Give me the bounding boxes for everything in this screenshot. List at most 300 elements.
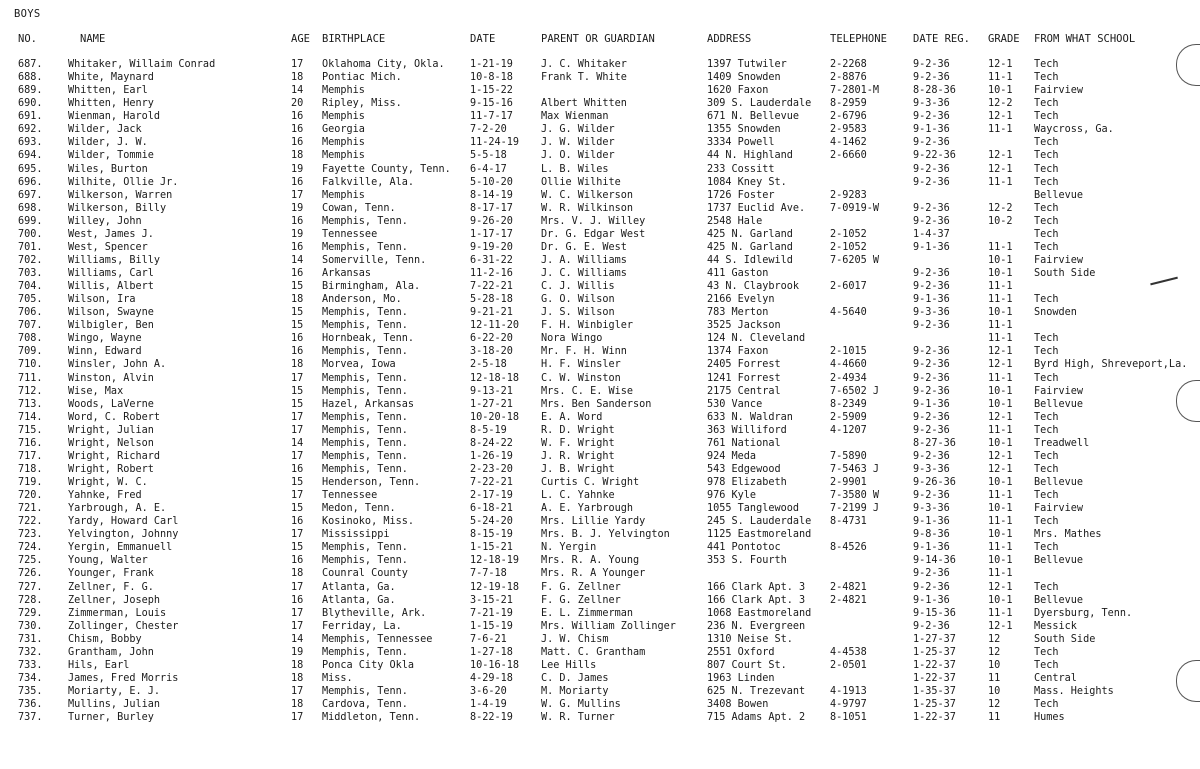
cell-student-name: Wilkerson, Warren [68, 189, 173, 201]
cell-previous-school: Bellevue [1034, 594, 1084, 606]
cell-previous-school: Fairview [1034, 254, 1084, 266]
cell-age: 15 [291, 542, 304, 554]
cell-birth-date: 3-18-20 [470, 346, 513, 358]
cell-date-registered: 9-2-36 [913, 346, 950, 358]
cell-birthplace: Anderson, Mo. [322, 294, 402, 306]
cell-birthplace: Tennessee [322, 228, 378, 240]
cell-previous-school: Tech [1034, 59, 1059, 70]
cell-birth-date: 1-4-19 [470, 699, 507, 711]
header-school: FROM WHAT SCHOOL [1034, 33, 1136, 45]
cell-parent-guardian: Mrs. V. J. Willey [541, 215, 646, 227]
cell-row-number: 717. [18, 450, 43, 462]
cell-birth-date: 11-2-16 [470, 268, 513, 279]
cell-address: 3408 Bowen [707, 699, 769, 711]
cell-grade: 11-1 [988, 333, 1013, 345]
cell-student-name: Wilkerson, Billy [68, 202, 167, 214]
table-row [0, 345, 1200, 358]
cell-birthplace: Atlanta, Ga. [322, 581, 396, 593]
cell-student-name: Yardy, Howard Carl [68, 516, 179, 528]
cell-birthplace: Memphis, Tenn. [322, 646, 408, 658]
cell-age: 14 [291, 85, 304, 97]
cell-grade: 10-1 [988, 268, 1013, 279]
cell-parent-guardian: F. G. Zellner [541, 581, 621, 593]
cell-student-name: Zollinger, Chester [68, 620, 179, 632]
cell-telephone: 4-1462 [830, 137, 867, 149]
cell-previous-school: Fairview [1034, 503, 1084, 515]
cell-address: 309 S. Lauderdale [707, 98, 812, 110]
cell-parent-guardian: E. L. Zimmerman [541, 607, 634, 619]
cell-address: 363 Williford [707, 424, 787, 436]
cell-birth-date: 4-29-18 [470, 672, 513, 684]
cell-row-number: 713. [18, 398, 43, 410]
cell-previous-school: Treadwell [1034, 437, 1090, 449]
cell-student-name: Winsler, John A. [68, 359, 167, 371]
cell-birthplace: Falkville, Ala. [322, 176, 415, 188]
cell-date-registered: 1-27-37 [913, 633, 956, 645]
cell-date-registered: 9-2-36 [913, 490, 950, 502]
cell-date-registered: 9-2-36 [913, 72, 950, 84]
cell-grade: 12-1 [988, 359, 1013, 371]
cell-previous-school: Tech [1034, 111, 1059, 123]
cell-grade: 10-1 [988, 85, 1013, 97]
table-row [0, 659, 1200, 672]
cell-age: 15 [291, 281, 304, 293]
cell-date-registered: 9-26-36 [913, 477, 956, 488]
cell-previous-school: Tech [1034, 294, 1059, 306]
cell-row-number: 705. [18, 294, 43, 306]
cell-grade: 11-1 [988, 372, 1013, 384]
cell-row-number: 696. [18, 176, 43, 188]
cell-date-registered: 1-4-37 [913, 228, 950, 240]
cell-row-number: 687. [18, 59, 43, 70]
cell-date-registered: 9-2-36 [913, 281, 950, 293]
cell-previous-school: Tech [1034, 699, 1059, 711]
table-row [0, 189, 1200, 202]
cell-telephone: 2-6660 [830, 150, 867, 162]
cell-date-registered: 9-2-36 [913, 411, 950, 423]
cell-birthplace: Pontiac Mich. [322, 72, 402, 84]
cell-grade: 11-1 [988, 607, 1013, 619]
cell-parent-guardian: Mr. F. H. Winn [541, 346, 627, 358]
cell-previous-school: Tech [1034, 150, 1059, 162]
cell-row-number: 729. [18, 607, 43, 619]
cell-parent-guardian: F. H. Winbigler [541, 320, 634, 332]
cell-address: 441 Pontotoc [707, 542, 781, 554]
cell-address: 2548 Hale [707, 215, 763, 227]
cell-birth-date: 1-21-19 [470, 59, 513, 70]
cell-student-name: Wright, Nelson [68, 437, 154, 449]
table-row [0, 385, 1200, 398]
cell-parent-guardian: M. Moriarty [541, 686, 609, 697]
cell-date-registered: 9-3-36 [913, 503, 950, 515]
cell-parent-guardian: L. B. Wiles [541, 163, 609, 175]
cell-address: 2166 Evelyn [707, 294, 775, 306]
cell-birth-date: 6-31-22 [470, 254, 513, 266]
cell-birthplace: Memphis, Tenn. [322, 320, 408, 332]
cell-age: 16 [291, 111, 304, 123]
cell-row-number: 721. [18, 503, 43, 515]
cell-address: 166 Clark Apt. 3 [707, 581, 806, 593]
header-address: ADDRESS [707, 33, 752, 45]
cell-birth-date: 5-5-18 [470, 150, 507, 162]
cell-birthplace: Memphis, Tenn. [322, 411, 408, 423]
cell-age: 19 [291, 202, 304, 214]
cell-birth-date: 1-27-21 [470, 398, 513, 410]
table-row [0, 136, 1200, 149]
cell-grade: 11 [988, 672, 1001, 684]
table-row [0, 280, 1200, 293]
cell-parent-guardian: J. C. Williams [541, 268, 627, 279]
cell-row-number: 704. [18, 281, 43, 293]
cell-address: 2551 Oxford [707, 646, 775, 658]
cell-birth-date: 12-18-19 [470, 555, 520, 567]
cell-age: 19 [291, 163, 304, 175]
cell-row-number: 727. [18, 581, 43, 593]
cell-previous-school: Tech [1034, 215, 1059, 227]
cell-address: 1068 Eastmoreland [707, 607, 812, 619]
cell-age: 15 [291, 398, 304, 410]
cell-address: 353 S. Fourth [707, 555, 787, 567]
table-row [0, 685, 1200, 698]
cell-grade: 12-1 [988, 463, 1013, 475]
cell-age: 18 [291, 359, 304, 371]
cell-telephone: 7-0919-W [830, 202, 880, 214]
cell-student-name: Whitten, Henry [68, 98, 154, 110]
cell-age: 16 [291, 463, 304, 475]
cell-birth-date: 2-17-19 [470, 490, 513, 502]
cell-row-number: 691. [18, 111, 43, 123]
cell-birthplace: Birmingham, Ala. [322, 281, 421, 293]
cell-address: 236 N. Evergreen [707, 620, 806, 632]
cell-telephone: 2-9283 [830, 189, 867, 201]
cell-parent-guardian: W. F. Wright [541, 437, 615, 449]
cell-address: 1963 Linden [707, 672, 775, 684]
cell-date-registered: 1-22-37 [913, 672, 956, 684]
cell-previous-school: Tech [1034, 516, 1059, 528]
cell-telephone: 8-1051 [830, 712, 867, 724]
cell-previous-school: Byrd High, Shreveport,La. [1034, 359, 1188, 371]
cell-telephone: 2-1052 [830, 228, 867, 240]
cell-birthplace: Cowan, Tenn. [322, 202, 396, 214]
cell-parent-guardian: W. R. Turner [541, 712, 615, 724]
cell-student-name: Yarbrough, A. E. [68, 503, 167, 515]
table-row [0, 163, 1200, 176]
cell-age: 16 [291, 215, 304, 227]
cell-grade: 11-1 [988, 72, 1013, 84]
cell-student-name: Wilhite, Ollie Jr. [68, 176, 179, 188]
cell-grade: 12-1 [988, 163, 1013, 175]
cell-date-registered: 9-3-36 [913, 98, 950, 110]
cell-address: 715 Adams Apt. 2 [707, 712, 806, 724]
cell-grade: 12-2 [988, 202, 1013, 214]
cell-age: 16 [291, 516, 304, 528]
cell-telephone: 8-4731 [830, 516, 867, 528]
cell-parent-guardian: J. C. Whitaker [541, 59, 627, 70]
cell-birth-date: 9-13-21 [470, 385, 513, 397]
cell-address: 245 S. Lauderdale [707, 516, 812, 528]
cell-grade: 11-1 [988, 124, 1013, 136]
cell-date-registered: 9-3-36 [913, 307, 950, 319]
cell-date-registered: 9-2-36 [913, 202, 950, 214]
cell-birthplace: Memphis, Tenn. [322, 437, 408, 449]
table-row [0, 424, 1200, 437]
cell-address: 761 National [707, 437, 781, 449]
cell-parent-guardian: J. B. Wright [541, 463, 615, 475]
cell-parent-guardian: Mrs. C. E. Wise [541, 385, 634, 397]
cell-date-registered: 9-2-36 [913, 320, 950, 332]
cell-student-name: Grantham, John [68, 646, 154, 658]
table-row [0, 358, 1200, 371]
cell-parent-guardian: J. R. Wright [541, 450, 615, 462]
cell-birthplace: Fayette County, Tenn. [322, 163, 451, 175]
cell-grade: 10-1 [988, 555, 1013, 567]
cell-birthplace: Memphis [322, 111, 365, 123]
cell-age: 16 [291, 555, 304, 567]
cell-date-registered: 9-2-36 [913, 111, 950, 123]
cell-row-number: 697. [18, 189, 43, 201]
cell-birthplace: Memphis [322, 189, 365, 201]
header-parent: PARENT OR GUARDIAN [541, 33, 655, 45]
cell-birth-date: 1-17-17 [470, 228, 513, 240]
cell-student-name: Williams, Billy [68, 254, 161, 266]
cell-birthplace: Tennessee [322, 490, 378, 502]
cell-date-registered: 9-1-36 [913, 241, 950, 253]
cell-student-name: Wilder, Jack [68, 124, 142, 136]
cell-address: 1726 Foster [707, 189, 775, 201]
cell-row-number: 698. [18, 202, 43, 214]
cell-address: 807 Court St. [707, 659, 787, 671]
cell-birthplace: Memphis, Tenn. [322, 372, 408, 384]
cell-student-name: Wienman, Harold [68, 111, 161, 123]
cell-row-number: 702. [18, 254, 43, 266]
cell-birthplace: Counral County [322, 568, 408, 580]
cell-birth-date: 9-19-20 [470, 241, 513, 253]
cell-date-registered: 9-1-36 [913, 294, 950, 306]
cell-parent-guardian: F. G. Zellner [541, 594, 621, 606]
cell-telephone: 4-4660 [830, 359, 867, 371]
table-row [0, 437, 1200, 450]
cell-grade: 11-1 [988, 281, 1013, 293]
cell-previous-school: Mass. Heights [1034, 686, 1114, 697]
cell-student-name: White, Maynard [68, 72, 154, 84]
cell-birthplace: Memphis, Tenn. [322, 424, 408, 436]
cell-telephone: 7-6502 J [830, 385, 880, 397]
table-row [0, 215, 1200, 228]
cell-date-registered: 9-2-36 [913, 59, 950, 70]
cell-birth-date: 2-5-18 [470, 359, 507, 371]
cell-birthplace: Miss. [322, 672, 353, 684]
table-row [0, 176, 1200, 189]
cell-birth-date: 6-18-21 [470, 503, 513, 515]
page-title: BOYS [14, 8, 41, 20]
cell-birth-date: 11-24-19 [470, 137, 520, 149]
cell-birthplace: Morvea, Iowa [322, 359, 396, 371]
cell-student-name: Hils, Earl [68, 659, 130, 671]
cell-grade: 10-2 [988, 215, 1013, 227]
cell-parent-guardian: W. R. Wilkinson [541, 202, 634, 214]
cell-age: 14 [291, 437, 304, 449]
cell-previous-school: Tech [1034, 463, 1059, 475]
table-row [0, 515, 1200, 528]
cell-date-registered: 1-25-37 [913, 646, 956, 658]
cell-previous-school: Dyersburg, Tenn. [1034, 607, 1133, 619]
cell-grade: 10-1 [988, 398, 1013, 410]
cell-age: 15 [291, 307, 304, 319]
cell-address: 924 Meda [707, 450, 757, 462]
cell-date-registered: 9-2-36 [913, 137, 950, 149]
cell-row-number: 724. [18, 542, 43, 554]
cell-address: 1737 Euclid Ave. [707, 202, 806, 214]
cell-row-number: 725. [18, 555, 43, 567]
table-row [0, 372, 1200, 385]
cell-address: 425 N. Garland [707, 241, 793, 253]
cell-parent-guardian: Albert Whitten [541, 98, 627, 110]
cell-date-registered: 8-27-36 [913, 437, 956, 449]
cell-birth-date: 12-19-18 [470, 581, 520, 593]
cell-birth-date: 2-23-20 [470, 463, 513, 475]
cell-previous-school: South Side [1034, 268, 1096, 279]
cell-row-number: 726. [18, 568, 43, 580]
cell-telephone: 4-5640 [830, 307, 867, 319]
cell-student-name: Winn, Edward [68, 346, 142, 358]
cell-date-registered: 9-2-36 [913, 215, 950, 227]
cell-birth-date: 12-18-18 [470, 372, 520, 384]
cell-student-name: Yergin, Emmanuell [68, 542, 173, 554]
cell-previous-school: Tech [1034, 659, 1059, 671]
cell-parent-guardian: Mrs. R. A. Young [541, 555, 640, 567]
cell-birthplace: Ripley, Miss. [322, 98, 402, 110]
cell-date-registered: 9-2-36 [913, 568, 950, 580]
cell-row-number: 703. [18, 268, 43, 279]
table-row [0, 698, 1200, 711]
cell-grade: 10-1 [988, 385, 1013, 397]
cell-row-number: 708. [18, 333, 43, 345]
cell-age: 19 [291, 228, 304, 240]
table-row [0, 463, 1200, 476]
cell-address: 2405 Forrest [707, 359, 781, 371]
cell-address: 2175 Central [707, 385, 781, 397]
cell-age: 16 [291, 176, 304, 188]
cell-birth-date: 9-26-20 [470, 215, 513, 227]
header-date: DATE [470, 33, 496, 45]
cell-row-number: 730. [18, 620, 43, 632]
cell-date-registered: 8-28-36 [913, 85, 956, 97]
cell-age: 18 [291, 150, 304, 162]
cell-birth-date: 6-4-17 [470, 163, 507, 175]
cell-grade: 12-1 [988, 346, 1013, 358]
cell-parent-guardian: W. G. Mullins [541, 699, 621, 711]
cell-row-number: 695. [18, 163, 43, 175]
header-birthplace: BIRTHPLACE [322, 33, 386, 45]
header-date-reg: DATE REG. [913, 33, 970, 45]
cell-birth-date: 3-6-20 [470, 686, 507, 697]
cell-parent-guardian: Nora Wingo [541, 333, 603, 345]
cell-telephone: 2-8876 [830, 72, 867, 84]
table-row [0, 71, 1200, 84]
cell-row-number: 707. [18, 320, 43, 332]
cell-date-registered: 9-1-36 [913, 398, 950, 410]
cell-address: 3334 Powell [707, 137, 775, 149]
cell-previous-school: Central [1034, 672, 1077, 684]
cell-birthplace: Kosinoko, Miss. [322, 516, 415, 528]
cell-birthplace: Memphis [322, 85, 365, 97]
table-row [0, 332, 1200, 345]
cell-previous-school: Tech [1034, 372, 1059, 384]
cell-birthplace: Henderson, Tenn. [322, 477, 421, 488]
cell-date-registered: 9-1-36 [913, 516, 950, 528]
cell-address: 1409 Snowden [707, 72, 781, 84]
table-row [0, 607, 1200, 620]
cell-age: 17 [291, 424, 304, 436]
table-row [0, 633, 1200, 646]
cell-grade: 10-1 [988, 503, 1013, 515]
table-row [0, 149, 1200, 162]
cell-telephone: 7-6205 W [830, 254, 880, 266]
cell-row-number: 712. [18, 385, 43, 397]
cell-student-name: Wilder, J. W. [68, 137, 148, 149]
cell-birth-date: 5-24-20 [470, 516, 513, 528]
cell-grade: 11-1 [988, 241, 1013, 253]
cell-previous-school: Tech [1034, 424, 1059, 436]
cell-grade: 12 [988, 646, 1001, 658]
table-row [0, 476, 1200, 489]
cell-age: 17 [291, 372, 304, 384]
cell-telephone: 4-1207 [830, 424, 867, 436]
cell-birthplace: Memphis, Tenn. [322, 463, 408, 475]
cell-row-number: 728. [18, 594, 43, 606]
cell-date-registered: 9-2-36 [913, 424, 950, 436]
cell-previous-school: Fairview [1034, 85, 1084, 97]
cell-age: 14 [291, 254, 304, 266]
cell-telephone: 2-1015 [830, 346, 867, 358]
table-row [0, 254, 1200, 267]
table-row [0, 202, 1200, 215]
cell-grade: 11-1 [988, 294, 1013, 306]
cell-address: 166 Clark Apt. 3 [707, 594, 806, 606]
cell-row-number: 693. [18, 137, 43, 149]
table-row [0, 672, 1200, 685]
cell-age: 17 [291, 620, 304, 632]
cell-age: 18 [291, 672, 304, 684]
cell-student-name: Whitaker, Willaim Conrad [68, 59, 216, 70]
cell-grade: 11-1 [988, 568, 1013, 580]
cell-previous-school: Waycross, Ga. [1034, 124, 1114, 136]
cell-parent-guardian: G. O. Wilson [541, 294, 615, 306]
cell-address: 1620 Faxon [707, 85, 769, 97]
cell-student-name: Mullins, Julian [68, 699, 161, 711]
table-row [0, 84, 1200, 97]
cell-previous-school: Tech [1034, 646, 1059, 658]
cell-telephone: 2-4934 [830, 372, 867, 384]
cell-parent-guardian: Mrs. B. J. Yelvington [541, 529, 670, 541]
cell-parent-guardian: R. D. Wright [541, 424, 615, 436]
cell-student-name: Zellner, F. G. [68, 581, 154, 593]
cell-birthplace: Cardova, Tenn. [322, 699, 408, 711]
cell-date-registered: 9-3-36 [913, 463, 950, 475]
cell-previous-school: Tech [1034, 333, 1059, 345]
cell-parent-guardian: J. G. Wilder [541, 124, 615, 136]
cell-birthplace: Middleton, Tenn. [322, 712, 421, 724]
cell-date-registered: 9-14-36 [913, 555, 956, 567]
cell-parent-guardian: Curtis C. Wright [541, 477, 640, 488]
cell-age: 15 [291, 477, 304, 488]
cell-student-name: Wise, Max [68, 385, 124, 397]
cell-birthplace: Atlanta, Ga. [322, 594, 396, 606]
cell-row-number: 706. [18, 307, 43, 319]
cell-age: 15 [291, 503, 304, 515]
cell-student-name: Wilson, Swayne [68, 307, 154, 319]
cell-age: 17 [291, 411, 304, 423]
